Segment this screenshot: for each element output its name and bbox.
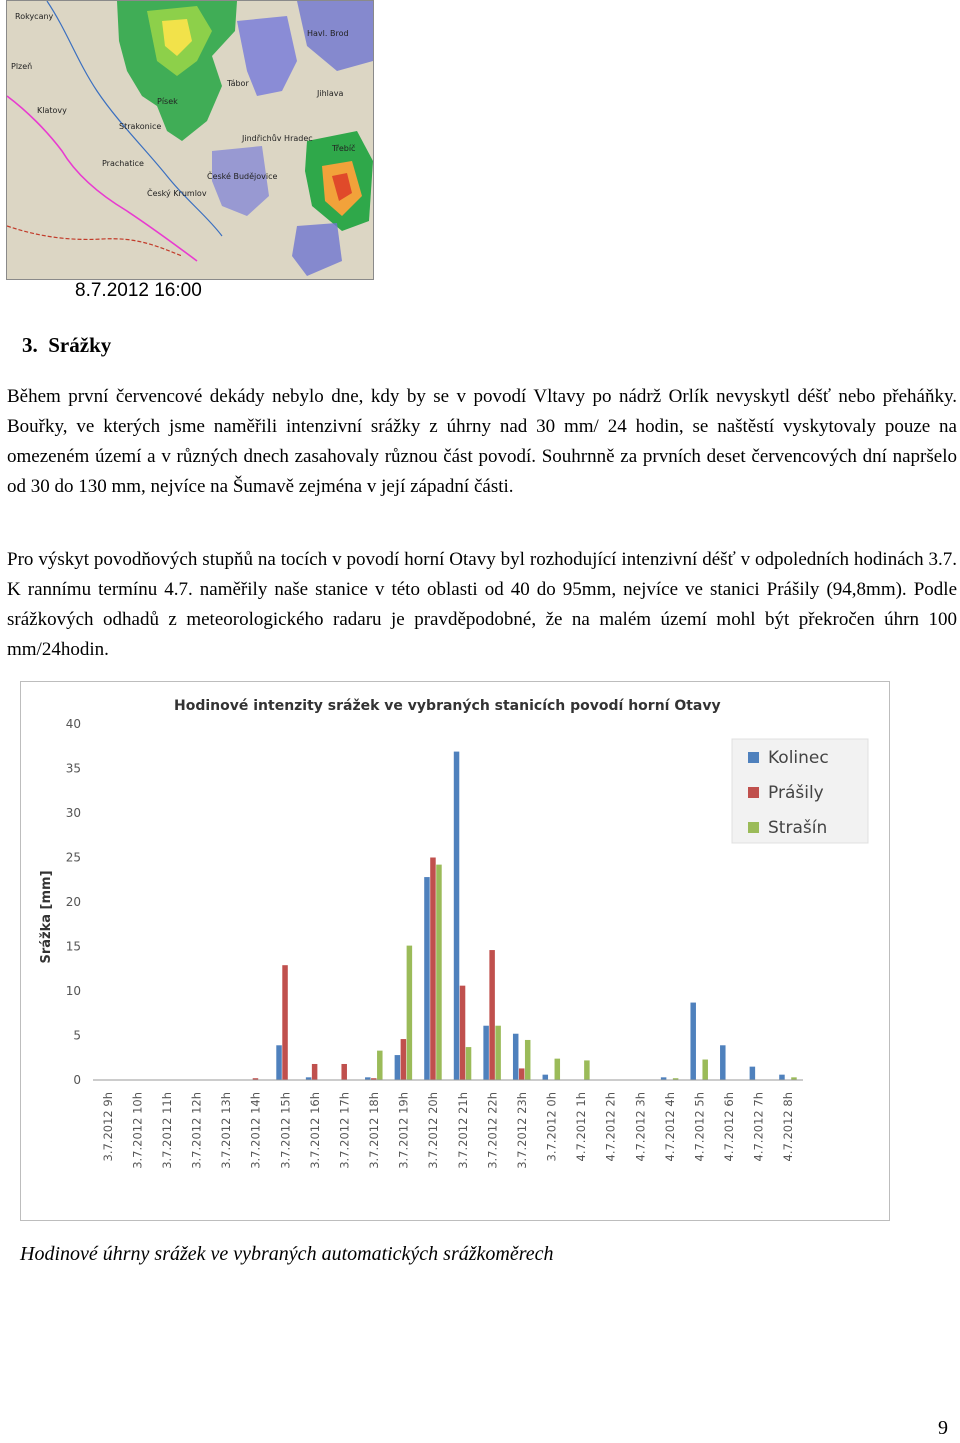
- x-tick-label: 3.7.2012 15h: [278, 1092, 293, 1169]
- bar-prášily: [312, 1064, 318, 1080]
- page-number: 9: [938, 1417, 948, 1439]
- bar-kolinec: [690, 1003, 696, 1080]
- x-tick-label: 3.7.2012 13h: [219, 1092, 234, 1169]
- x-tick-label: 3.7.2012 21h: [455, 1092, 470, 1169]
- map-label: Český Krumlov: [147, 189, 207, 198]
- x-tick-label: 3.7.2012 20h: [426, 1092, 441, 1169]
- x-tick-label: 3.7.2012 0h: [544, 1092, 559, 1162]
- map-label: Tábor: [227, 79, 249, 88]
- y-tick-label: 10: [65, 984, 81, 998]
- y-tick-label: 25: [65, 850, 81, 865]
- bar-kolinec: [513, 1034, 519, 1080]
- section-number: 3.: [22, 333, 38, 357]
- bar-kolinec: [543, 1075, 549, 1080]
- chart-title: Hodinové intenzity srážek ve vybraných stanicích povodí horní Otavy: [174, 698, 721, 714]
- section-heading: [22, 333, 111, 358]
- bar-strašín: [584, 1060, 590, 1080]
- map-label: Plzeň: [11, 62, 33, 71]
- x-tick-label: 3.7.2012 22h: [485, 1092, 500, 1169]
- map-label: Havl. Brod: [307, 29, 349, 38]
- y-tick-label: 30: [65, 806, 81, 820]
- chart-legend: [732, 739, 868, 843]
- x-tick-label: 3.7.2012 18h: [367, 1092, 382, 1169]
- bar-strašín: [495, 1026, 501, 1080]
- x-tick-label: 4.7.2012 2h: [603, 1092, 618, 1162]
- x-tick-label: 3.7.2012 10h: [130, 1092, 145, 1169]
- chart-svg: [21, 682, 889, 1220]
- bar-prášily: [401, 1039, 407, 1080]
- legend-label: Strašín: [768, 818, 828, 838]
- paragraph-1: Během první červencové dekády nebylo dne, kdy by se v povodí Vltavy po nádrž Orlík nevyskytl déšť nebo přeháňky. Bouřky, ve kterých jsme naměřili intenzivní srážky z úhrny nad 30 mm/ 24 hodin, se naštěstí vyskytovaly pouze na omezeném území a v různých dnech zasahovaly různou část povodí. Souhrnně za prvních deset červencových dní napršelo od 30 do 130 mm, nejvíce na Šumavě zejména v její západní části.: [7, 386, 957, 497]
- x-tick-label: 3.7.2012 19h: [396, 1092, 411, 1169]
- bar-prášily: [430, 858, 436, 1081]
- bar-strašín: [525, 1040, 531, 1080]
- radar-map: [6, 0, 374, 280]
- x-tick-label: 4.7.2012 3h: [633, 1092, 648, 1162]
- x-tick-label: 4.7.2012 5h: [692, 1092, 707, 1162]
- chart-caption: Hodinové úhrny srážek ve vybraných automatických srážkoměrech: [20, 1243, 554, 1265]
- legend-swatch: [748, 822, 759, 833]
- precipitation-chart: [20, 681, 890, 1221]
- bar-kolinec: [750, 1067, 756, 1080]
- y-tick-label: 35: [65, 761, 81, 776]
- bar-kolinec: [276, 1045, 282, 1080]
- bar-kolinec: [720, 1045, 726, 1080]
- x-tick-label: 3.7.2012 11h: [159, 1092, 174, 1169]
- x-tick-label: 4.7.2012 8h: [781, 1092, 796, 1162]
- bar-kolinec: [454, 752, 460, 1080]
- bar-strašín: [466, 1047, 472, 1080]
- paragraph-2: Pro výskyt povodňových stupňů na tocích v povodí horní Otavy byl rozhodující intenzivní déšť v odpoledních hodinách 3.7. K rannímu termínu 4.7. naměřily naše stanice v této oblasti od 40 do 95mm, nejvíce ve stanici Prášily (94,8mm). Podle srážkových odhadů z meteorologického radaru je pravděpodobné, že na malém území mohl být překročen úhrn 100 mm/24hodin.: [7, 549, 957, 660]
- map-label: Prachatice: [102, 159, 144, 168]
- bar-prášily: [341, 1064, 347, 1080]
- map-label: Písek: [157, 97, 178, 106]
- section-title: Srážky: [48, 333, 112, 357]
- bar-kolinec: [424, 877, 430, 1080]
- map-label: Jihlava: [317, 89, 344, 98]
- bar-strašín: [377, 1051, 383, 1080]
- x-tick-label: 3.7.2012 23h: [514, 1092, 529, 1169]
- x-tick-label: 4.7.2012 4h: [662, 1092, 677, 1162]
- map-label: Jindřichův Hradec: [242, 134, 313, 143]
- bar-prášily: [282, 965, 288, 1080]
- x-tick-label: 3.7.2012 17h: [337, 1092, 352, 1169]
- bar-prášily: [519, 1068, 525, 1080]
- legend-label: Prášily: [768, 783, 824, 803]
- bar-strašín: [436, 865, 442, 1080]
- bar-strašín: [407, 946, 413, 1080]
- bar-strašín: [555, 1059, 561, 1080]
- y-tick-label: 5: [73, 1028, 81, 1043]
- bar-strašín: [702, 1060, 708, 1080]
- map-caption: 8.7.2012 16:00: [75, 280, 202, 301]
- map-label: Strakonice: [119, 122, 162, 131]
- y-tick-label: 15: [65, 939, 81, 954]
- x-tick-label: 3.7.2012 16h: [307, 1092, 322, 1169]
- bar-kolinec: [395, 1055, 401, 1080]
- legend-swatch: [748, 787, 759, 798]
- map-label: Klatovy: [37, 106, 67, 115]
- x-tick-label: 3.7.2012 12h: [189, 1092, 204, 1169]
- map-label: Rokycany: [15, 12, 54, 21]
- map-label: Třebíč: [332, 144, 356, 153]
- bar-kolinec: [483, 1026, 489, 1080]
- x-tick-label: 3.7.2012 9h: [100, 1092, 115, 1162]
- bar-prášily: [460, 986, 466, 1080]
- map-label: České Budějovice: [207, 172, 278, 181]
- x-tick-label: 3.7.2012 14h: [248, 1092, 263, 1169]
- y-axis-label: Srážka [mm]: [39, 870, 54, 964]
- y-tick-label: 40: [65, 717, 81, 731]
- y-tick-label: 20: [65, 895, 81, 909]
- bar-prášily: [489, 950, 495, 1080]
- y-tick-label: 0: [73, 1073, 81, 1087]
- x-tick-label: 4.7.2012 6h: [722, 1092, 737, 1162]
- x-tick-label: 4.7.2012 1h: [574, 1092, 589, 1162]
- x-tick-label: 4.7.2012 7h: [751, 1092, 766, 1162]
- map-place-labels: [7, 1, 373, 279]
- bar-kolinec: [779, 1075, 785, 1080]
- legend-swatch: [748, 752, 759, 763]
- legend-label: Kolinec: [768, 748, 829, 768]
